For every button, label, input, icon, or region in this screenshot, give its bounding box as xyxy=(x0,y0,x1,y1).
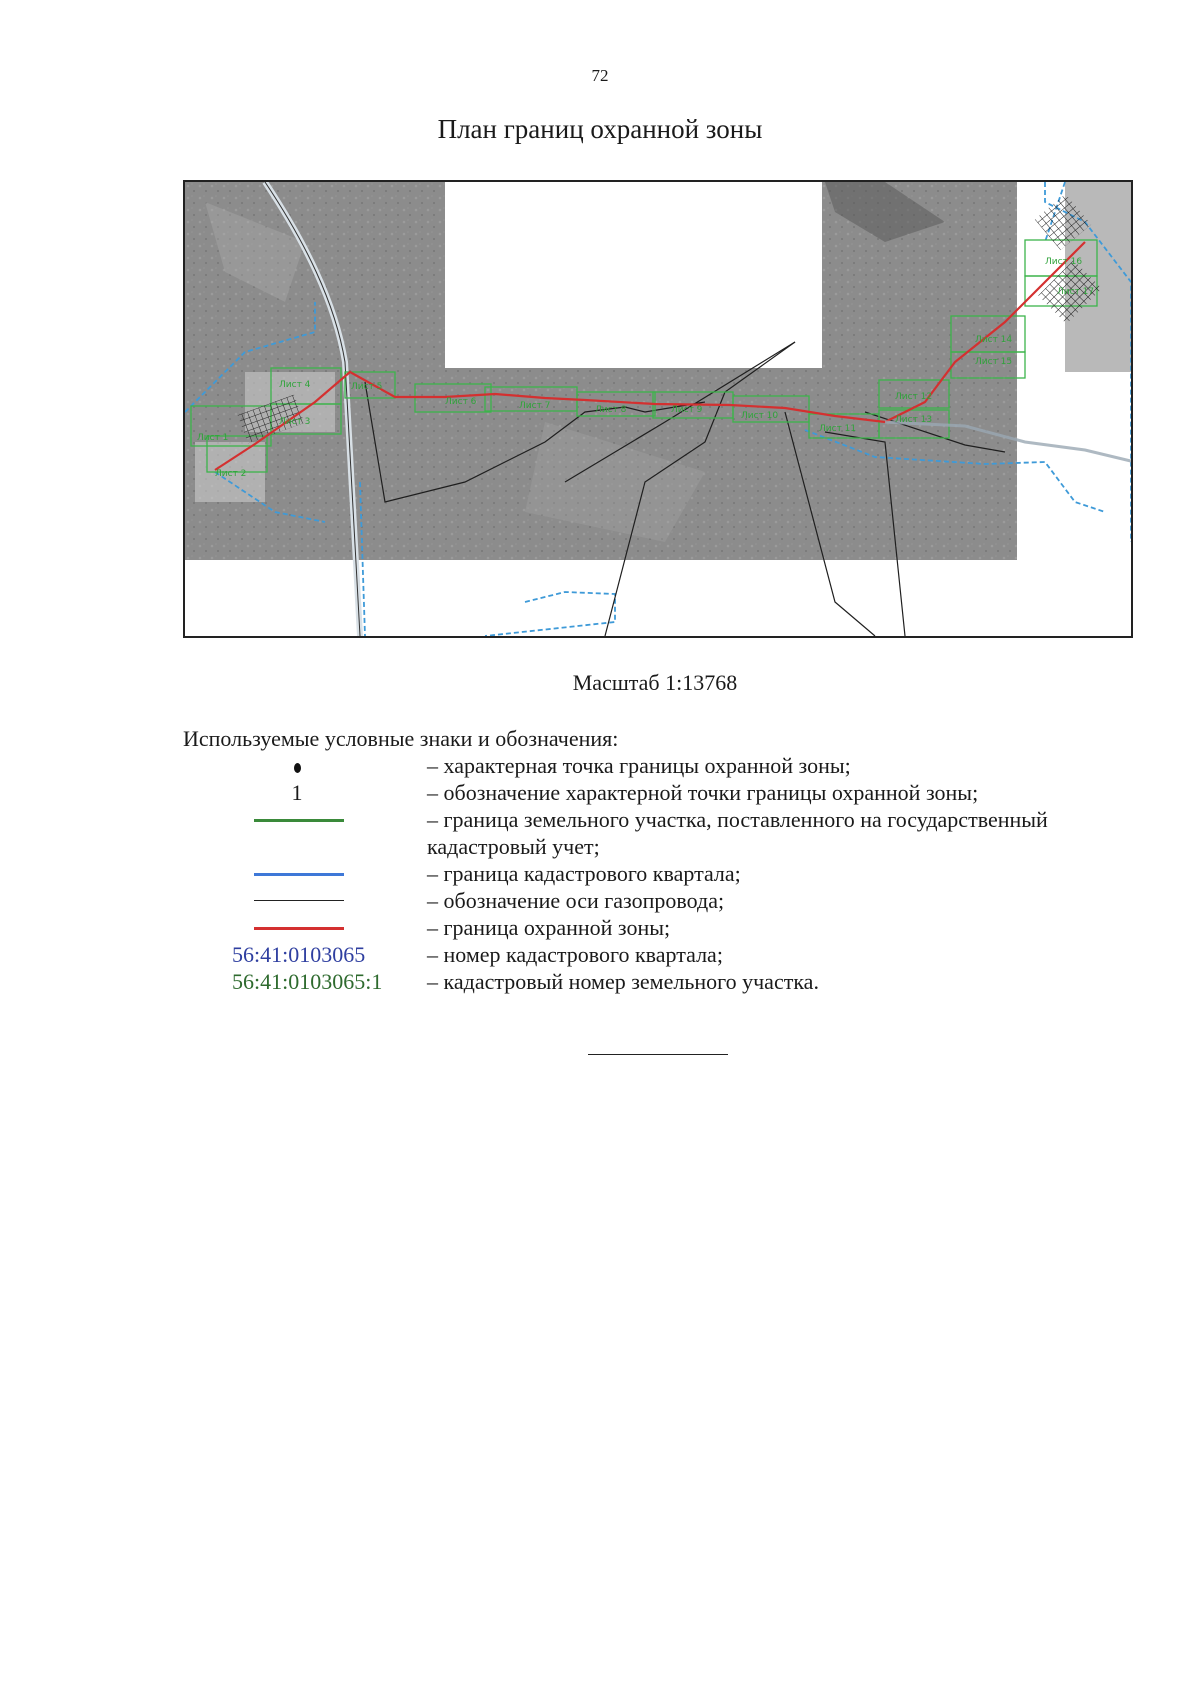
legend-description: – кадастровый номер земельного участка. xyxy=(427,969,819,994)
protection-zone-map xyxy=(183,180,1133,638)
sheet-label: Лист 13 xyxy=(895,415,933,425)
legend-description: – характерная точка границы охранной зоны; xyxy=(427,753,851,778)
map-drawing xyxy=(185,182,1131,636)
dot-icon xyxy=(294,763,301,773)
legend-heading: Используемые условные знаки и обозначения: xyxy=(183,726,619,751)
legend-description: – номер кадастрового квартала; xyxy=(427,942,723,967)
legend-description: – граница кадастрового квартала; xyxy=(427,861,741,886)
page-number: 72 xyxy=(591,66,609,85)
point-number-symbol: 1 xyxy=(291,780,303,805)
legend-description: – обозначение оси газопровода; xyxy=(427,888,725,913)
sheet-label: Лист 6 xyxy=(445,397,477,407)
document-title: План границ охранной зоны xyxy=(437,114,763,144)
sheet-label: Лист 10 xyxy=(741,411,779,421)
sheet-label: Лист 9 xyxy=(671,405,703,415)
sheet-label: Лист 14 xyxy=(975,335,1013,345)
sheet-label: Лист 7 xyxy=(519,401,551,411)
legend-description: – обозначение характерной точки границы охранной зоны; xyxy=(427,780,979,805)
sheet-label: Лист 8 xyxy=(595,405,627,415)
map-scale: Масштаб 1:13768 xyxy=(572,670,738,695)
sheet-label: Лист 12 xyxy=(895,392,933,402)
sheet-label: Лист 17 xyxy=(1057,287,1095,297)
sheet-label: Лист 11 xyxy=(819,424,857,434)
legend-description: – граница земельного участка, поставленного на государственный кадастровый учет; xyxy=(427,807,1048,859)
sheet-label: Лист 5 xyxy=(351,382,383,392)
sheet-label: Лист 4 xyxy=(279,380,311,390)
cadastral-parcel-number: 56:41:0103065:1 xyxy=(232,969,383,994)
sheet-label: Лист 16 xyxy=(1045,257,1083,267)
sheet-label: Лист 2 xyxy=(215,469,247,479)
sheet-label: Лист 3 xyxy=(279,417,311,427)
point-symbol xyxy=(232,752,362,779)
cadastral-block-number: 56:41:0103065 xyxy=(232,942,366,967)
sheet-label: Лист 1 xyxy=(197,433,229,443)
imagery-gap xyxy=(445,182,822,368)
legend-description: – граница охранной зоны; xyxy=(427,915,671,940)
sheet-label: Лист 15 xyxy=(975,357,1013,367)
closing-rule xyxy=(588,1054,728,1055)
